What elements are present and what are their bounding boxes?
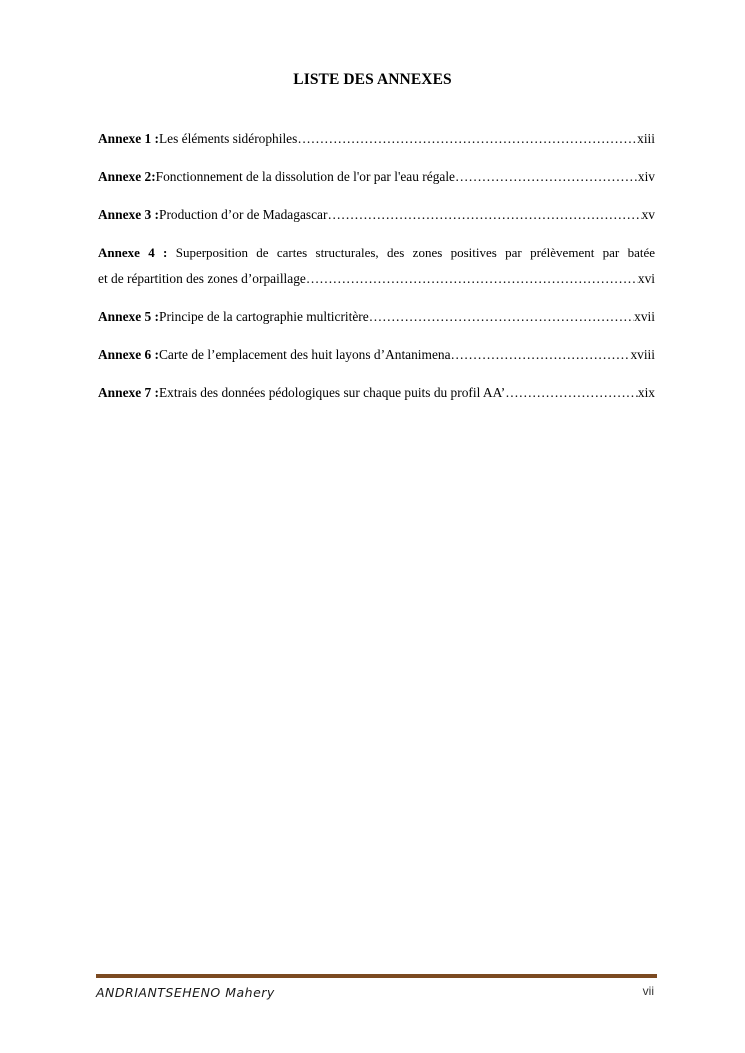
annex-page-number: xviii (630, 347, 655, 362)
annex-entry-5[interactable] (98, 304, 655, 330)
annex-entry-1[interactable] (98, 126, 655, 152)
footer-author: ANDRIANTSEHENO Mahery (96, 985, 275, 1000)
annex-label: Annexe 1 : (98, 131, 159, 146)
annex-label: Annexe 2: (98, 169, 156, 184)
annex-label: Annexe 3 : (98, 207, 159, 222)
dot-leader (297, 126, 637, 152)
annex-title: Extrais des données pédologiques sur chaque puits du profil AA’ (159, 385, 506, 400)
annex-title: Carte de l’emplacement des huit layons d’Antanimena (159, 347, 451, 362)
annex-entry-2[interactable] (98, 164, 655, 190)
annex-label: Annexe 6 : (98, 347, 159, 362)
annex-title-line-1: Superposition de cartes structurales, des zones positives par prélèvement par batée (167, 245, 656, 260)
dot-leader (369, 304, 634, 330)
footer-rule (96, 974, 657, 978)
annex-label: Annexe 4 : (98, 245, 168, 260)
annex-title: Principe de la cartographie multicritère (159, 309, 369, 324)
annex-entry-7[interactable] (98, 380, 655, 406)
annex-page-number: xix (637, 385, 655, 400)
annex-title: Production d’or de Madagascar (159, 207, 328, 222)
dot-leader (505, 380, 638, 406)
dot-leader (327, 202, 641, 228)
annex-label: Annexe 7 : (98, 385, 159, 400)
annex-page-number: xiii (637, 131, 655, 146)
annex-page-number: xvi (637, 271, 655, 286)
annex-title-line-2: et de répartition des zones d’orpaillage (98, 271, 306, 286)
dot-leader (306, 266, 638, 292)
footer-page-number: vii (642, 984, 654, 998)
dot-leader (455, 164, 638, 190)
annex-page-number: xiv (637, 169, 655, 184)
annex-title: Fonctionnement de la dissolution de l'or par l'eau régale (155, 169, 455, 184)
annex-title: Les éléments sidérophiles (159, 131, 298, 146)
annex-entry-3[interactable] (98, 202, 655, 228)
annex-label: Annexe 5 : (98, 309, 159, 324)
annex-page-number: xvii (634, 309, 655, 324)
annex-page-number: xv (641, 207, 655, 222)
page-title: LISTE DES ANNEXES (293, 71, 452, 88)
dot-leader (451, 342, 631, 368)
annex-entry-6[interactable] (98, 342, 655, 368)
annex-list (98, 126, 655, 418)
annex-entry-4[interactable] (98, 240, 655, 292)
